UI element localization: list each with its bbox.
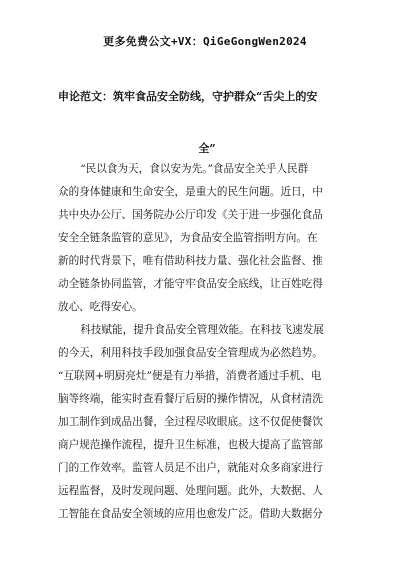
paragraph-line: 加工制作到成品出餐，全过程尽收眼底。这不仅促使餐饮 [58, 416, 323, 428]
essay-title-line-2: 全” [198, 142, 216, 155]
essay-body [58, 158, 356, 526]
paragraph-line: 安全全链条监管的意见》，为食品安全监管指明方向。在 [58, 232, 318, 244]
paragraph-line: 放心、吃得安心。 [58, 301, 143, 313]
paragraph-line: 脑等终端，能实时查看餐厅后厨的操作情况，从食材清洗 [58, 393, 323, 405]
paragraph-line: 门的工作效率。监管人员足不出户，就能对众多商家进行 [58, 462, 323, 474]
promo-header: 更多免费公文+VX：QiGeGongWen2024 [103, 35, 307, 48]
paragraph-line: 众的身体健康和生命安全，是重大的民生问题。近日，中 [58, 186, 323, 198]
paragraph-2 [58, 319, 356, 526]
paragraph-line: 科技赋能，提升食品安全管理效能。在科技飞速发展 [80, 324, 324, 336]
paragraph-line: 共中央办公厅、国务院办公厅印发《关于进一步强化食品 [58, 209, 323, 221]
paragraph-1 [58, 158, 356, 319]
paragraph-line: 的今天，利用科技手段加强食品安全管理成为必然趋势。 [58, 347, 323, 359]
paragraph-line: 动全链条协同监管，才能守牢食品安全底线，让百姓吃得 [58, 278, 323, 290]
essay-title-line-1: 申论范文：筑牢食品安全防线，守护群众“舌尖上的安 [58, 90, 318, 103]
paragraph-line: 商户规范操作流程，提升卫生标准，也极大提高了监管部 [58, 439, 323, 451]
paragraph-line: 工智能在食品安全领域的应用也愈发广泛。借助大数据分 [58, 508, 323, 520]
paragraph-line: “互联网+明厨亮灶”便是有力举措，消费者通过手机、电 [58, 370, 322, 382]
paragraph-line: 新的时代背景下，唯有借助科技力量、强化社会监督、推 [58, 255, 323, 267]
paragraph-line: 远程监督，及时发现问题、处理问题。此外，大数据、人 [58, 485, 323, 497]
paragraph-line: “民以食为天，食以安为先。”食品安全关乎人民群 [80, 163, 309, 175]
